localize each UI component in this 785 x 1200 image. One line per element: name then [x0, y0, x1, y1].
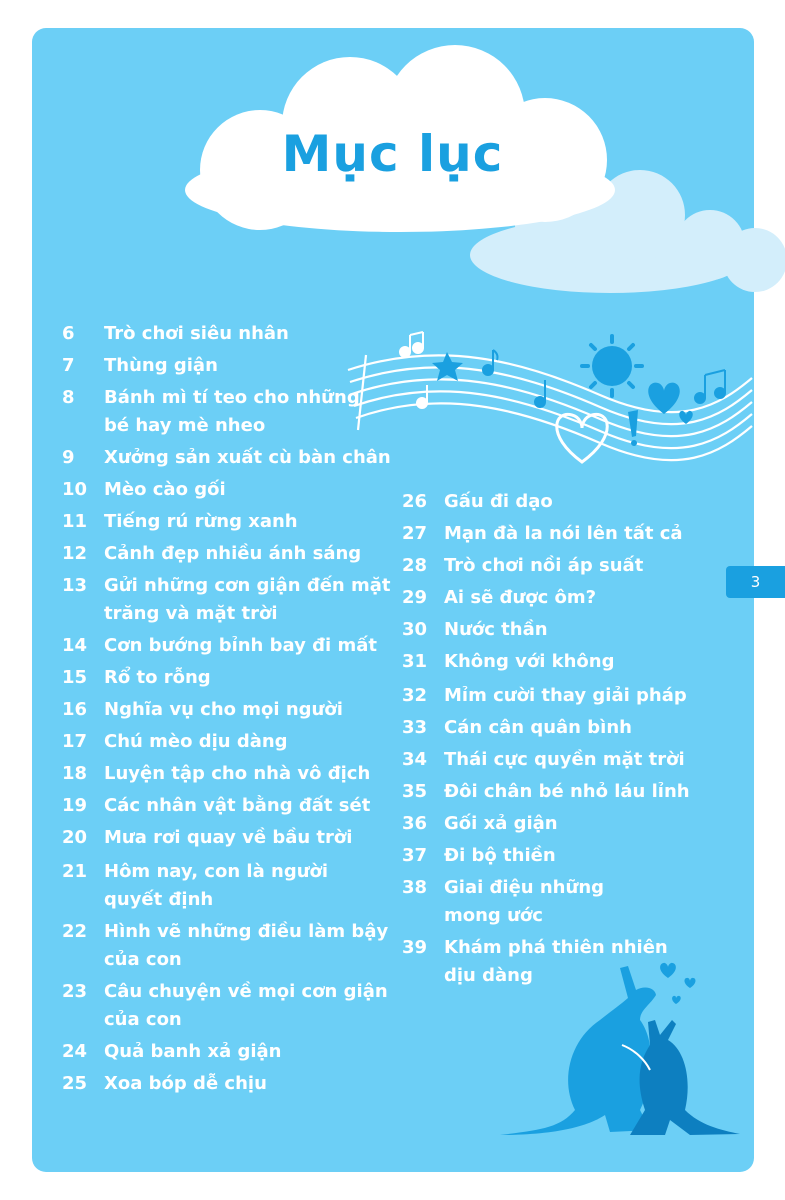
toc-page-number: 6: [62, 323, 75, 344]
toc-entry: [62, 664, 211, 692]
toc-title-line: Rổ to rỗng: [104, 667, 211, 688]
toc-page-number: 17: [62, 731, 88, 752]
toc-entry: [62, 444, 391, 472]
toc-entry: [62, 728, 288, 756]
toc-title: [104, 728, 288, 756]
toc-title-line: Gửi những cơn giận đến mặt: [104, 575, 391, 596]
toc-entry: [402, 874, 604, 930]
toc-page-number: 26: [402, 491, 428, 512]
toc-title: [104, 352, 218, 380]
toc-entry: [62, 918, 388, 974]
toc-page-number: 20: [62, 827, 88, 848]
toc-title-line: Đi bộ thiền: [444, 845, 556, 866]
toc-entry: [62, 476, 226, 504]
toc-page-number: 12: [62, 543, 88, 564]
toc-page-number: 25: [62, 1073, 88, 1094]
toc-page-number: 29: [402, 587, 428, 608]
toc-title-line: Nghĩa vụ cho mọi người: [104, 699, 343, 720]
heart-icon: [648, 383, 680, 414]
music-notes-icon: [348, 355, 752, 460]
toc-title-line: dịu dàng: [444, 965, 533, 986]
toc-title-line: Cơn bướng bỉnh bay đi mất: [104, 635, 377, 656]
toc-title-line: Trò chơi nồi áp suất: [444, 555, 644, 576]
toc-title: [104, 508, 298, 536]
toc-page-number: 8: [62, 387, 75, 408]
toc-page-number: 35: [402, 781, 428, 802]
toc-entry: [402, 842, 556, 870]
toc-title-line: bé hay mè nheo: [104, 415, 266, 436]
toc-page-number: 15: [62, 667, 88, 688]
toc-entry: [62, 632, 377, 660]
toc-page-number: 39: [402, 937, 428, 958]
toc-page-number: 11: [62, 511, 88, 532]
toc-title: [444, 616, 548, 644]
toc-title-line: Tiếng rú rừng xanh: [104, 511, 298, 532]
toc-title: [104, 572, 391, 628]
toc-entry: [62, 508, 298, 536]
toc-entry: [62, 824, 352, 852]
toc-title: [444, 874, 604, 930]
toc-title-line: Giai điệu những: [444, 877, 605, 898]
toc-page-number: 23: [62, 981, 88, 1002]
toc-entry: [402, 584, 596, 612]
toc-page-number: 27: [402, 523, 428, 544]
toc-entry: [62, 1038, 282, 1066]
toc-title: [104, 1070, 267, 1098]
toc-title-line: trăng và mặt trời: [104, 603, 278, 624]
toc-title: [104, 824, 352, 852]
toc-title: [104, 918, 388, 974]
toc-entry: [62, 696, 343, 724]
toc-title-line: Chú mèo dịu dàng: [104, 731, 288, 752]
toc-title-line: Không với không: [444, 651, 615, 672]
toc-title-line: Khám phá thiên nhiên: [444, 937, 668, 958]
toc-entry: [402, 520, 683, 548]
toc-page-number: 38: [402, 877, 428, 898]
toc-title-line: quyết định: [104, 889, 214, 910]
toc-entry: [402, 714, 632, 742]
toc-title: [104, 632, 377, 660]
toc-title-line: của con: [104, 1009, 182, 1030]
toc-entry: [62, 858, 328, 914]
toc-title: [104, 540, 361, 568]
toc-page-number: 13: [62, 575, 88, 596]
toc-page-number: 30: [402, 619, 428, 640]
heart-outline-icon: [557, 414, 608, 462]
toc-title-line: Mạn đà la nói lên tất cả: [444, 523, 683, 544]
toc-page-number: 7: [62, 355, 75, 376]
toc-page-number: 28: [402, 555, 428, 576]
toc-page-number: 33: [402, 717, 428, 738]
toc-entry: [62, 352, 218, 380]
toc-title: [104, 444, 391, 472]
toc-page-number: 14: [62, 635, 88, 656]
toc-entry: [62, 978, 388, 1034]
toc-title: [444, 934, 668, 990]
toc-title-line: Nước thần: [444, 619, 548, 640]
toc-title-line: Quả banh xả giận: [104, 1041, 282, 1062]
toc-entry: [402, 648, 614, 676]
toc-page-number: 36: [402, 813, 428, 834]
page-title: Mục lục: [281, 125, 504, 183]
toc-entry: [402, 746, 685, 774]
toc-page-number: 24: [62, 1041, 88, 1062]
toc-title: [444, 842, 556, 870]
toc-page-number: 37: [402, 845, 428, 866]
toc-title-line: Gấu đi dạo: [444, 491, 553, 512]
toc-entry: [62, 572, 391, 628]
toc-title-line: Các nhân vật bằng đất sét: [104, 795, 371, 816]
toc-title-line: Trò chơi siêu nhân: [104, 323, 289, 344]
toc-page-number: 18: [62, 763, 88, 784]
toc-page-number: 32: [402, 685, 428, 706]
toc-entry: [402, 810, 558, 838]
toc-title: [104, 978, 388, 1034]
toc-title: [444, 552, 643, 580]
toc-title-line: Luyện tập cho nhà vô địch: [104, 763, 371, 784]
toc-title: [444, 648, 614, 676]
toc-entry: [62, 1070, 267, 1098]
toc-title-line: Xưởng sản xuất cù bàn chân: [104, 447, 391, 468]
toc-page-number: 16: [62, 699, 88, 720]
toc-title: [444, 778, 690, 806]
sun-icon: [582, 336, 642, 396]
toc-title: [444, 682, 687, 710]
toc-title: [104, 664, 211, 692]
exclamation-icon: [628, 410, 638, 446]
toc-title-line: Thùng giận: [104, 355, 218, 376]
toc-entry: [402, 682, 687, 710]
toc-entry: [62, 792, 370, 820]
toc-title-line: Câu chuyện về mọi cơn giận: [104, 981, 388, 1002]
toc-title: [444, 746, 685, 774]
toc-title: [444, 488, 553, 516]
toc-title-line: Cảnh đẹp nhiều ánh sáng: [104, 543, 362, 564]
toc-page-number: 22: [62, 921, 88, 942]
toc-title: [104, 476, 226, 504]
toc-entry: [402, 552, 643, 580]
toc-entry: [402, 488, 553, 516]
toc-page-number: 10: [62, 479, 88, 500]
toc-page-number: 19: [62, 795, 88, 816]
toc-title-line: Thái cực quyền mặt trời: [444, 749, 685, 770]
toc-entry: [62, 540, 361, 568]
toc-title: [444, 520, 683, 548]
toc-title-line: của con: [104, 949, 182, 970]
toc-page-number: 31: [402, 651, 428, 672]
toc-entry: [62, 384, 360, 440]
toc-title: [104, 320, 289, 348]
toc-title-line: Bánh mì tí teo cho những: [104, 387, 360, 408]
toc-title-line: Hôm nay, con là người: [104, 861, 329, 882]
toc-title: [444, 810, 558, 838]
toc-title-line: Xoa bóp dễ chịu: [104, 1073, 267, 1094]
toc-title-line: Mưa rơi quay về bầu trời: [104, 827, 353, 848]
toc-title-line: Đôi chân bé nhỏ láu lỉnh: [444, 781, 690, 802]
toc-entry: [62, 760, 370, 788]
toc-title-line: Mèo cào gối: [104, 479, 226, 500]
toc-title: [444, 714, 632, 742]
toc-title: [104, 384, 360, 440]
toc-title-line: Mỉm cười thay giải pháp: [444, 685, 687, 706]
toc-title: [104, 858, 328, 914]
toc-entry: [402, 616, 548, 644]
toc-title: [104, 1038, 282, 1066]
toc-title: [104, 760, 370, 788]
toc-title: [104, 696, 343, 724]
toc-title-line: Ai sẽ được ôm?: [444, 587, 597, 608]
page-number-tab: 3: [726, 566, 785, 598]
toc-entry: [402, 778, 690, 806]
toc-title-line: Gối xả giận: [444, 813, 558, 834]
toc-entry: [62, 320, 289, 348]
toc-title: [444, 584, 596, 612]
toc-entry: [402, 934, 668, 990]
toc-page-number: 21: [62, 861, 88, 882]
toc-title: [104, 792, 370, 820]
kangaroo-icon: [500, 966, 740, 1135]
toc-page-number: 34: [402, 749, 428, 770]
toc-title-line: Cán cân quân bình: [444, 717, 632, 738]
toc-title-line: Hình vẽ những điều làm bậy: [104, 921, 389, 942]
toc-page-number: 9: [62, 447, 75, 468]
toc-title-line: mong ước: [444, 905, 543, 926]
